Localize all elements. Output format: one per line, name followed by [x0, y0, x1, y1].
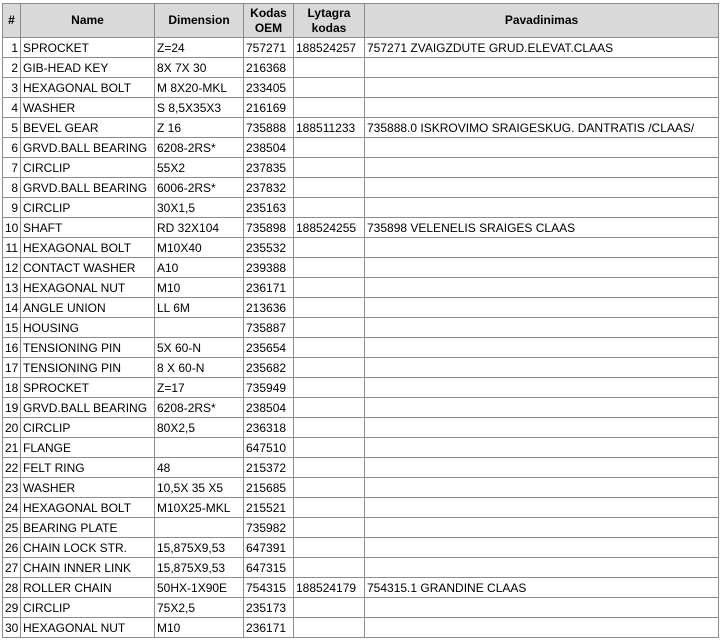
row-number-cell[interactable]: 8: [3, 178, 21, 198]
kodas-oem-cell[interactable]: 647510: [244, 438, 294, 458]
dimension-cell[interactable]: 5X 60-N: [155, 338, 244, 358]
pavadinimas-cell[interactable]: [365, 518, 719, 538]
lytagra-kodas-cell[interactable]: [294, 478, 365, 498]
dimension-cell[interactable]: RD 32X104: [155, 218, 244, 238]
lytagra-kodas-cell[interactable]: [294, 178, 365, 198]
table-row: [3, 418, 719, 438]
row-number-cell[interactable]: 4: [3, 98, 21, 118]
row-number-cell[interactable]: 22: [3, 458, 21, 478]
dimension-cell[interactable]: M10X40: [155, 238, 244, 258]
pavadinimas-cell[interactable]: [365, 498, 719, 518]
lytagra-kodas-cell[interactable]: [294, 458, 365, 478]
row-number-cell[interactable]: 20: [3, 418, 21, 438]
lytagra-kodas-cell[interactable]: [294, 278, 365, 298]
name-cell[interactable]: CHAIN LOCK STR.: [21, 538, 155, 558]
kodas-oem-cell[interactable]: 647315: [244, 558, 294, 578]
pavadinimas-cell[interactable]: [365, 58, 719, 78]
lytagra-kodas-cell[interactable]: [294, 598, 365, 618]
name-cell[interactable]: ROLLER CHAIN: [21, 578, 155, 598]
name-cell[interactable]: HEXAGONAL NUT: [21, 618, 155, 638]
lytagra-kodas-cell[interactable]: [294, 538, 365, 558]
table-row: [3, 358, 719, 378]
name-cell[interactable]: TENSIONING PIN: [21, 358, 155, 378]
lytagra-kodas-cell[interactable]: [294, 498, 365, 518]
dimension-cell[interactable]: Z 16: [155, 118, 244, 138]
name-cell[interactable]: HEXAGONAL NUT: [21, 278, 155, 298]
dimension-cell[interactable]: [155, 438, 244, 458]
lytagra-kodas-cell[interactable]: [294, 558, 365, 578]
pavadinimas-cell[interactable]: 757271 ZVAIGZDUTE GRUD.ELEVAT.CLAAS: [365, 38, 719, 58]
name-cell[interactable]: CIRCLIP: [21, 198, 155, 218]
dimension-cell[interactable]: [155, 518, 244, 538]
dimension-cell[interactable]: 6208-2RS*: [155, 138, 244, 158]
row-number-cell[interactable]: 1: [3, 38, 21, 58]
kodas-oem-cell[interactable]: 647391: [244, 538, 294, 558]
kodas-oem-cell[interactable]: 237832: [244, 178, 294, 198]
dimension-cell[interactable]: 15,875X9,53: [155, 538, 244, 558]
pavadinimas-cell[interactable]: [365, 238, 719, 258]
header-name[interactable]: Name: [21, 4, 155, 38]
table-row: [3, 338, 719, 358]
lytagra-kodas-cell[interactable]: [294, 158, 365, 178]
dimension-cell[interactable]: 55X2: [155, 158, 244, 178]
dimension-cell[interactable]: LL 6M: [155, 298, 244, 318]
row-number-cell[interactable]: 27: [3, 558, 21, 578]
lytagra-kodas-cell[interactable]: [294, 618, 365, 638]
kodas-oem-cell[interactable]: 238504: [244, 398, 294, 418]
row-number-cell[interactable]: 26: [3, 538, 21, 558]
table-row: [3, 258, 719, 278]
row-number-cell[interactable]: 21: [3, 438, 21, 458]
pavadinimas-cell[interactable]: [365, 358, 719, 378]
name-cell[interactable]: WASHER: [21, 98, 155, 118]
dimension-cell[interactable]: M 8X20-MKL: [155, 78, 244, 98]
table-row: [3, 138, 719, 158]
row-number-cell[interactable]: 17: [3, 358, 21, 378]
pavadinimas-cell[interactable]: [365, 398, 719, 418]
pavadinimas-cell[interactable]: [365, 338, 719, 358]
lytagra-kodas-cell[interactable]: [294, 378, 365, 398]
name-cell[interactable]: SPROCKET: [21, 378, 155, 398]
pavadinimas-cell[interactable]: [365, 418, 719, 438]
dimension-cell[interactable]: 48: [155, 458, 244, 478]
kodas-oem-cell[interactable]: 237835: [244, 158, 294, 178]
lytagra-kodas-cell[interactable]: [294, 238, 365, 258]
kodas-oem-cell[interactable]: 735887: [244, 318, 294, 338]
kodas-oem-cell[interactable]: 239388: [244, 258, 294, 278]
kodas-oem-cell[interactable]: 735949: [244, 378, 294, 398]
name-cell[interactable]: HOUSING: [21, 318, 155, 338]
dimension-cell[interactable]: 50HX-1X90E: [155, 578, 244, 598]
pavadinimas-cell[interactable]: [365, 618, 719, 638]
table-row: [3, 578, 719, 598]
table-row: [3, 298, 719, 318]
name-cell[interactable]: CIRCLIP: [21, 158, 155, 178]
name-cell[interactable]: BEVEL GEAR: [21, 118, 155, 138]
table-row: [3, 438, 719, 458]
dimension-cell[interactable]: 15,875X9,53: [155, 558, 244, 578]
lytagra-kodas-cell[interactable]: 188511233: [294, 118, 365, 138]
name-cell[interactable]: ANGLE UNION: [21, 298, 155, 318]
dimension-cell[interactable]: 8X 7X 30: [155, 58, 244, 78]
pavadinimas-cell[interactable]: [365, 598, 719, 618]
table-row: [3, 278, 719, 298]
lytagra-kodas-cell[interactable]: [294, 78, 365, 98]
kodas-oem-cell[interactable]: 235682: [244, 358, 294, 378]
dimension-cell[interactable]: 30X1,5: [155, 198, 244, 218]
row-number-cell[interactable]: 6: [3, 138, 21, 158]
row-number-cell[interactable]: 30: [3, 618, 21, 638]
pavadinimas-cell[interactable]: [365, 278, 719, 298]
row-number-cell[interactable]: 10: [3, 218, 21, 238]
kodas-oem-cell[interactable]: 735888: [244, 118, 294, 138]
row-number-cell[interactable]: 25: [3, 518, 21, 538]
dimension-cell[interactable]: 6208-2RS*: [155, 398, 244, 418]
pavadinimas-cell[interactable]: 735888.0 ISKROVIMO SRAIGESKUG. DANTRATIS /CLAAS/: [365, 118, 719, 138]
row-number-cell[interactable]: 5: [3, 118, 21, 138]
pavadinimas-cell[interactable]: [365, 298, 719, 318]
table-row: [3, 158, 719, 178]
name-cell[interactable]: GRVD.BALL BEARING: [21, 138, 155, 158]
table-row: [3, 378, 719, 398]
pavadinimas-cell[interactable]: 754315.1 GRANDINE CLAAS: [365, 578, 719, 598]
kodas-oem-cell[interactable]: 238504: [244, 138, 294, 158]
table-row: [3, 78, 719, 98]
header-kodas-oem-line2: OEM: [254, 20, 283, 35]
kodas-oem-cell[interactable]: 236171: [244, 618, 294, 638]
dimension-cell[interactable]: A10: [155, 258, 244, 278]
table-row: [3, 458, 719, 478]
dimension-cell[interactable]: M10X25-MKL: [155, 498, 244, 518]
table-row: [3, 538, 719, 558]
table-row: [3, 318, 719, 338]
row-number-cell[interactable]: 3: [3, 78, 21, 98]
header-kodas-oem-line1: Kodas: [250, 5, 287, 20]
lytagra-kodas-cell[interactable]: [294, 138, 365, 158]
header-pavadinimas[interactable]: Pavadinimas: [365, 4, 719, 38]
dimension-cell[interactable]: 10,5X 35 X5: [155, 478, 244, 498]
pavadinimas-cell[interactable]: [365, 558, 719, 578]
kodas-oem-cell[interactable]: 754315: [244, 578, 294, 598]
name-cell[interactable]: WASHER: [21, 478, 155, 498]
table-row: [3, 178, 719, 198]
name-cell[interactable]: CONTACT WASHER: [21, 258, 155, 278]
name-cell[interactable]: GIB-HEAD KEY: [21, 58, 155, 78]
kodas-oem-cell[interactable]: 236171: [244, 278, 294, 298]
pavadinimas-cell[interactable]: [365, 178, 719, 198]
dimension-cell[interactable]: [155, 318, 244, 338]
table-row: [3, 498, 719, 518]
dimension-cell[interactable]: 80X2,5: [155, 418, 244, 438]
dimension-cell[interactable]: S 8,5X35X3: [155, 98, 244, 118]
row-number-cell[interactable]: 24: [3, 498, 21, 518]
kodas-oem-cell[interactable]: 735898: [244, 218, 294, 238]
table-row: [3, 38, 719, 58]
name-cell[interactable]: BEARING PLATE: [21, 518, 155, 538]
table-row: [3, 198, 719, 218]
table-row: [3, 238, 719, 258]
name-cell[interactable]: TENSIONING PIN: [21, 338, 155, 358]
lytagra-kodas-cell[interactable]: [294, 198, 365, 218]
row-number-cell[interactable]: 14: [3, 298, 21, 318]
table-row: [3, 118, 719, 138]
lytagra-kodas-cell[interactable]: [294, 398, 365, 418]
table-row: [3, 398, 719, 418]
header-lytagra-line1: Lytagra: [307, 5, 351, 20]
row-number-cell[interactable]: 28: [3, 578, 21, 598]
header-row: [3, 4, 719, 38]
pavadinimas-cell[interactable]: [365, 318, 719, 338]
row-number-cell[interactable]: 2: [3, 58, 21, 78]
kodas-oem-cell[interactable]: 215685: [244, 478, 294, 498]
dimension-cell[interactable]: Z=17: [155, 378, 244, 398]
pavadinimas-cell[interactable]: [365, 98, 719, 118]
name-cell[interactable]: GRVD.BALL BEARING: [21, 178, 155, 198]
header-lytagra-line2: kodas: [311, 20, 347, 35]
dimension-cell[interactable]: M10: [155, 618, 244, 638]
name-cell[interactable]: CHAIN INNER LINK: [21, 558, 155, 578]
pavadinimas-cell[interactable]: [365, 78, 719, 98]
header-dimension[interactable]: Dimension: [155, 4, 244, 38]
row-number-cell[interactable]: 29: [3, 598, 21, 618]
table-row: [3, 58, 719, 78]
row-number-cell[interactable]: 16: [3, 338, 21, 358]
pavadinimas-cell[interactable]: [365, 478, 719, 498]
kodas-oem-cell[interactable]: 235163: [244, 198, 294, 218]
row-number-cell[interactable]: 7: [3, 158, 21, 178]
pavadinimas-cell[interactable]: [365, 138, 719, 158]
name-cell[interactable]: HEXAGONAL BOLT: [21, 498, 155, 518]
row-number-cell[interactable]: 19: [3, 398, 21, 418]
name-cell[interactable]: SHAFT: [21, 218, 155, 238]
pavadinimas-cell[interactable]: [365, 438, 719, 458]
lytagra-kodas-cell[interactable]: [294, 518, 365, 538]
name-cell[interactable]: CIRCLIP: [21, 418, 155, 438]
pavadinimas-cell[interactable]: [365, 458, 719, 478]
pavadinimas-cell[interactable]: [365, 378, 719, 398]
row-number-cell[interactable]: 11: [3, 238, 21, 258]
pavadinimas-cell[interactable]: [365, 538, 719, 558]
table-row: [3, 98, 719, 118]
pavadinimas-cell[interactable]: [365, 258, 719, 278]
name-cell[interactable]: CIRCLIP: [21, 598, 155, 618]
kodas-oem-cell[interactable]: 235532: [244, 238, 294, 258]
lytagra-kodas-cell[interactable]: [294, 98, 365, 118]
lytagra-kodas-cell[interactable]: [294, 258, 365, 278]
parts-table: [2, 3, 719, 638]
row-number-cell[interactable]: 23: [3, 478, 21, 498]
table-row: [3, 478, 719, 498]
kodas-oem-cell[interactable]: 216169: [244, 98, 294, 118]
kodas-oem-cell[interactable]: 213636: [244, 298, 294, 318]
lytagra-kodas-cell[interactable]: [294, 358, 365, 378]
lytagra-kodas-cell[interactable]: [294, 318, 365, 338]
kodas-oem-cell[interactable]: 216368: [244, 58, 294, 78]
dimension-cell[interactable]: 6006-2RS*: [155, 178, 244, 198]
kodas-oem-cell[interactable]: 235654: [244, 338, 294, 358]
kodas-oem-cell[interactable]: 757271: [244, 38, 294, 58]
lytagra-kodas-cell[interactable]: [294, 58, 365, 78]
kodas-oem-cell[interactable]: 235173: [244, 598, 294, 618]
lytagra-kodas-cell[interactable]: 188524179: [294, 578, 365, 598]
kodas-oem-cell[interactable]: 735982: [244, 518, 294, 538]
table-row: [3, 518, 719, 538]
lytagra-kodas-cell[interactable]: [294, 438, 365, 458]
name-cell[interactable]: FELT RING: [21, 458, 155, 478]
dimension-cell[interactable]: 75X2,5: [155, 598, 244, 618]
row-number-cell[interactable]: 12: [3, 258, 21, 278]
table-row: [3, 618, 719, 638]
dimension-cell[interactable]: M10: [155, 278, 244, 298]
pavadinimas-cell[interactable]: [365, 198, 719, 218]
table-row: [3, 218, 719, 238]
name-cell[interactable]: HEXAGONAL BOLT: [21, 238, 155, 258]
name-cell[interactable]: GRVD.BALL BEARING: [21, 398, 155, 418]
lytagra-kodas-cell[interactable]: [294, 298, 365, 318]
pavadinimas-cell[interactable]: 735898 VELENELIS SRAIGES CLAAS: [365, 218, 719, 238]
row-number-cell[interactable]: 9: [3, 198, 21, 218]
dimension-cell[interactable]: 8 X 60-N: [155, 358, 244, 378]
table-body: [3, 38, 719, 638]
kodas-oem-cell[interactable]: 215372: [244, 458, 294, 478]
dimension-cell[interactable]: Z=24: [155, 38, 244, 58]
header-num[interactable]: #: [3, 4, 21, 38]
pavadinimas-cell[interactable]: [365, 158, 719, 178]
kodas-oem-cell[interactable]: 215521: [244, 498, 294, 518]
name-cell[interactable]: HEXAGONAL BOLT: [21, 78, 155, 98]
lytagra-kodas-cell[interactable]: [294, 338, 365, 358]
name-cell[interactable]: SPROCKET: [21, 38, 155, 58]
kodas-oem-cell[interactable]: 236318: [244, 418, 294, 438]
row-number-cell[interactable]: 15: [3, 318, 21, 338]
header-lytagra-kodas[interactable]: [294, 4, 365, 38]
name-cell[interactable]: FLANGE: [21, 438, 155, 458]
row-number-cell[interactable]: 18: [3, 378, 21, 398]
header-kodas-oem[interactable]: [244, 4, 294, 38]
lytagra-kodas-cell[interactable]: 188524255: [294, 218, 365, 238]
kodas-oem-cell[interactable]: 233405: [244, 78, 294, 98]
row-number-cell[interactable]: 13: [3, 278, 21, 298]
table-row: [3, 558, 719, 578]
lytagra-kodas-cell[interactable]: [294, 418, 365, 438]
table-row: [3, 598, 719, 618]
lytagra-kodas-cell[interactable]: 188524257: [294, 38, 365, 58]
